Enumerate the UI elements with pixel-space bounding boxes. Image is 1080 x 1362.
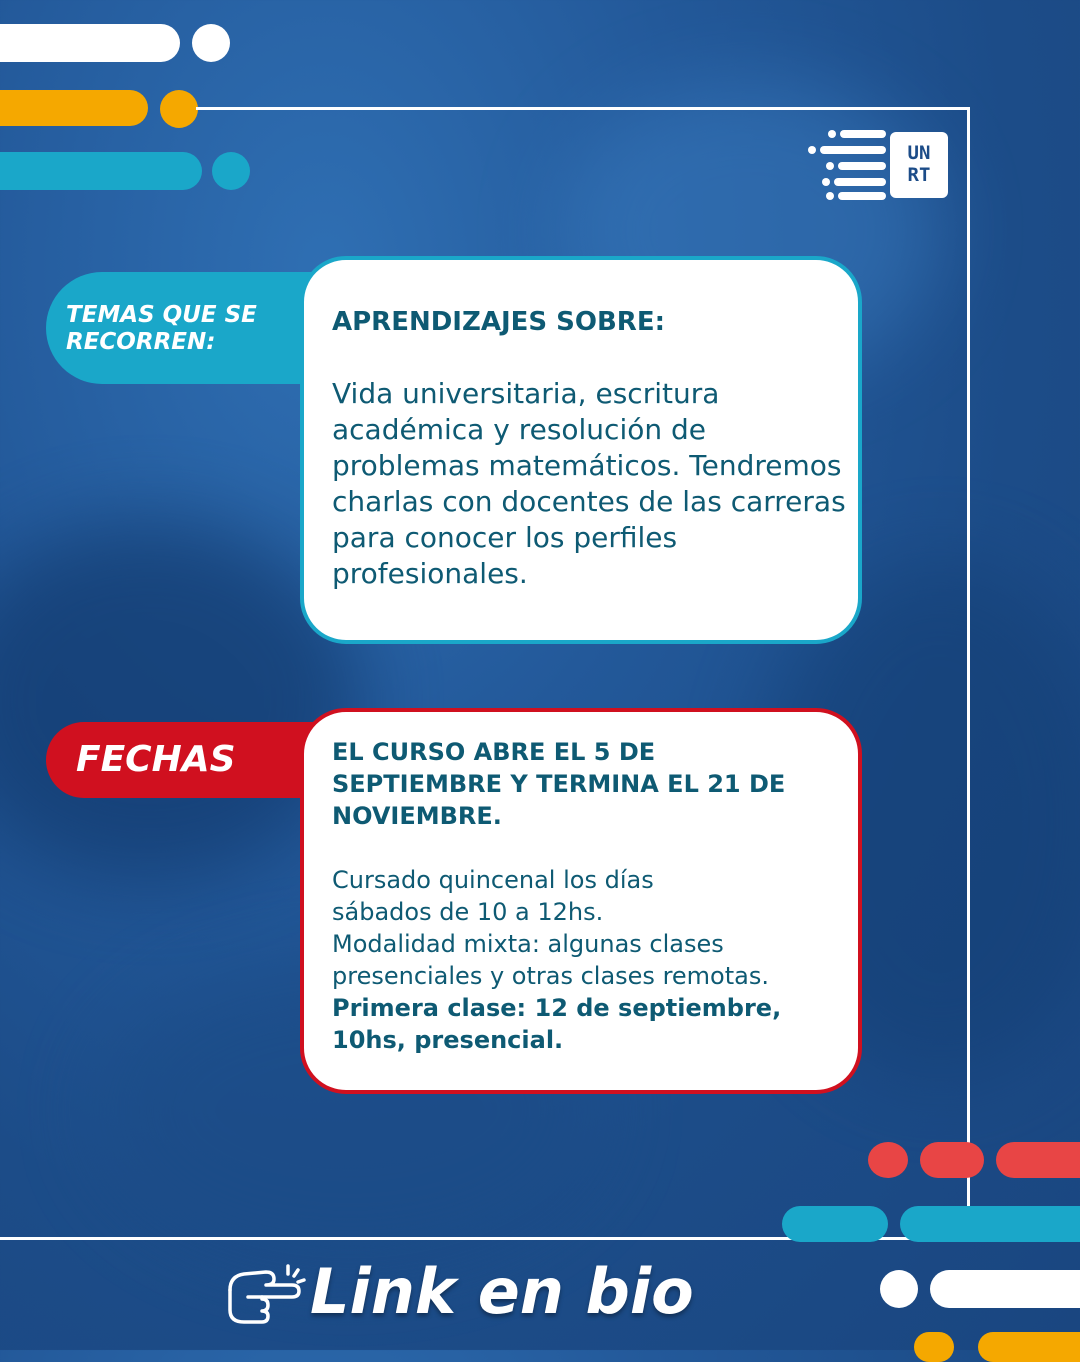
frame-top bbox=[196, 107, 970, 110]
temas-card bbox=[300, 256, 862, 644]
decor-dot bbox=[212, 152, 250, 190]
decor-pill bbox=[920, 1142, 984, 1178]
decor-pill bbox=[0, 152, 202, 190]
logo-text-line2: RT bbox=[907, 164, 931, 186]
fechas-card bbox=[300, 708, 862, 1094]
temas-tag-label: TEMAS QUE SE RECORREN: bbox=[66, 302, 257, 355]
decor-pill bbox=[0, 90, 148, 126]
fechas-first-class: Primera clase: 12 de septiembre, 10hs, presencial. bbox=[332, 994, 782, 1054]
fechas-body-schedule: Cursado quincenal los días sábados de 10 a 12hs. bbox=[332, 866, 654, 926]
link-en-bio-label: Link en bio bbox=[310, 1255, 694, 1328]
logo-box bbox=[890, 132, 948, 198]
logo-text-line1: UN bbox=[907, 142, 931, 164]
fechas-heading: EL CURSO ABRE EL 5 DE SEPTIEMBRE Y TERMINA EL 21 DE NOVIEMBRE. bbox=[332, 738, 786, 830]
decor-dot bbox=[880, 1270, 918, 1308]
decor-pill bbox=[930, 1270, 1080, 1308]
decor-pill bbox=[0, 24, 180, 62]
fechas-body-modality: Modalidad mixta: algunas clases presenciales y otras clases remotas. bbox=[332, 930, 769, 990]
pointing-hand-icon bbox=[222, 1260, 308, 1330]
decor-dot bbox=[192, 24, 230, 62]
decor-pill bbox=[782, 1206, 888, 1242]
frame-right bbox=[967, 107, 970, 1239]
fechas-tag-label: FECHAS bbox=[76, 739, 236, 780]
decor-pill bbox=[900, 1206, 1080, 1242]
temas-heading: APRENDIZAJES SOBRE: bbox=[332, 307, 665, 337]
link-en-bio-cta[interactable] bbox=[222, 1254, 782, 1330]
decor-dot bbox=[868, 1142, 908, 1178]
decor-dot bbox=[160, 90, 198, 128]
decor-pill bbox=[914, 1332, 954, 1362]
decor-pill bbox=[996, 1142, 1080, 1178]
temas-body: Vida universitaria, escritura académica y resolución de problemas matemáticos. Tendremos charlas con docentes de las carreras para conocer los perfiles profesionales. bbox=[332, 377, 846, 590]
unrt-logo bbox=[806, 128, 948, 204]
decor-pill bbox=[978, 1332, 1080, 1362]
logo-lines-icon bbox=[806, 128, 886, 204]
